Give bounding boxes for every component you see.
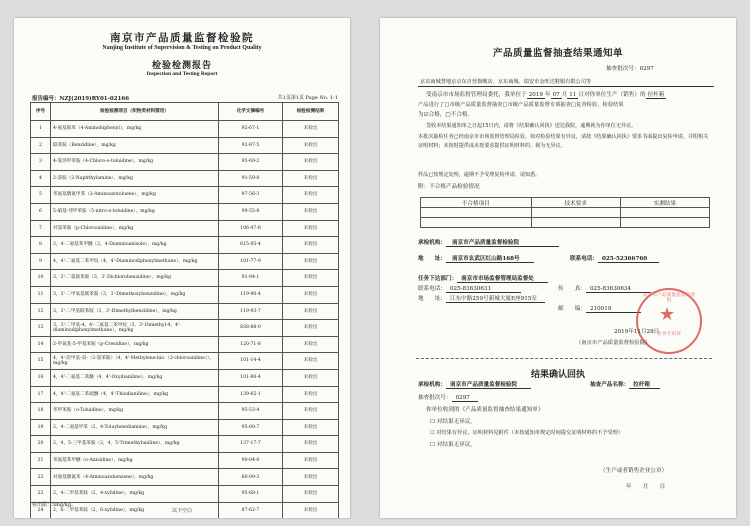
institute-name-en: Nanjing Institute of Supervision & Testing on Product Quality [102, 45, 262, 51]
row-result: 未检出 [283, 469, 339, 486]
row-result: 未检出 [283, 320, 339, 337]
row-item: 4-氨基联苯（4-Aminobiphenyl），mg/kg [51, 121, 219, 138]
row-number: 4 [31, 170, 51, 187]
inspection-phone-value: 025-52366760 [598, 256, 659, 263]
row-cas: 120-71-8 [219, 336, 283, 353]
row-item: 对氯苯胺（p-Chloroaniline），mg/kg [51, 220, 219, 237]
row-item: 2，4，5-三甲基苯胺（2，4，5-Trimethylaniline），mg/kg [51, 436, 219, 453]
table-row [31, 154, 339, 171]
inspection-org-value: 南京市产品质量监督检验院 [446, 240, 559, 247]
row-result: 未检出 [283, 436, 339, 453]
row-result: 未检出 [283, 452, 339, 469]
batch-number-value: 0297 [639, 66, 654, 72]
row-number: 15 [31, 353, 51, 370]
stamp-text: 南京市产品质量监督检验院 [642, 293, 696, 303]
col-header-cas: 化学文摘编号 [219, 103, 283, 121]
table-row [31, 137, 339, 154]
row-cas: 87-62-7 [219, 502, 283, 518]
inspection-org-label: 承检机构： [418, 240, 446, 246]
notice-para-6: 样品已按规定处理，逾期不予受理复检申请，请知悉。 [418, 172, 541, 178]
stamp-star-icon: ★ [659, 304, 676, 325]
row-result: 未检出 [283, 154, 339, 171]
test-results-table [30, 102, 339, 518]
table-row [31, 303, 339, 320]
receipt-product-value: 拉杆箱 [629, 382, 660, 389]
row-item: 4，4'-二氨基二苯甲烷（4，4'-Diaminodiphenylmethane），mg/kg [51, 253, 219, 270]
receipt-option-1[interactable]: ☐ 对结果无异议。 [430, 419, 476, 425]
unq-cell [531, 218, 620, 228]
unqualified-title: 附：不合格产品检验情况 [418, 184, 480, 190]
table-row [31, 436, 339, 453]
row-cas: 97-56-3 [219, 187, 283, 204]
unq-header-req: 技术要求 [531, 198, 620, 208]
row-item: 2，4-二氨基甲苯（2，4-Toluylenediamine），mg/kg [51, 419, 219, 436]
p1-text-2: 日对你单位生产（销售）的 [578, 92, 646, 98]
row-result: 未检出 [283, 121, 339, 138]
stamp-subtext: 业务专用章 [657, 332, 681, 337]
row-cas: 838-88-0 [219, 320, 283, 337]
task-zip-label: 邮 编： [558, 306, 586, 312]
row-number: 20 [31, 436, 51, 453]
row-item: 2，4-二氨基苯甲醚（2，4-Diaminoanisole），mg/kg [51, 237, 219, 254]
row-result: 未检出 [283, 486, 339, 503]
row-result: 未检出 [283, 137, 339, 154]
row-result: 未检出 [283, 203, 339, 220]
row-cas: 95-80-7 [219, 419, 283, 436]
row-item: 2-萘胺（2-Naphthylamine），mg/kg [51, 170, 219, 187]
unq-cell [421, 208, 532, 218]
row-number: 14 [31, 336, 51, 353]
task-zip-value: 210019 [586, 306, 641, 313]
row-number: 6 [31, 203, 51, 220]
task-address-value: 江东中路259号新城大厦E座915室 [446, 296, 545, 303]
inspection-phone [570, 256, 659, 263]
page-indicator: 共1页第1页 Page No. 1-1 [277, 95, 338, 101]
row-cas: 95-69-2 [219, 154, 283, 171]
col-header-item: 检验检测项目（织物类材料禁用） [51, 103, 219, 121]
row-number: 10 [31, 270, 51, 287]
row-item: 对氨基偶氮苯（4-Aminoazobenzene），mg/kg [51, 469, 219, 486]
row-result: 未检出 [283, 386, 339, 403]
inspection-org [418, 240, 559, 247]
table-row [31, 203, 339, 220]
p1-text: 受南京市市场监督管理局委托，我单位于 [426, 92, 527, 98]
unq-cell [620, 218, 709, 228]
row-item: 2-甲氧基-5-甲基苯胺（p-Cresidine），mg/kg [51, 336, 219, 353]
table-row [31, 469, 339, 486]
row-number: 5 [31, 187, 51, 204]
table-row [31, 220, 339, 237]
receipt-date: 年 月 日 [626, 484, 666, 490]
row-result: 未检出 [283, 353, 339, 370]
row-number: 13 [31, 320, 51, 337]
row-number: 21 [31, 452, 51, 469]
row-result: 未检出 [283, 270, 339, 287]
task-phone-label: 联系电话： [418, 286, 446, 292]
row-result: 未检出 [283, 170, 339, 187]
row-result: 未检出 [283, 187, 339, 204]
row-cas: 95-53-4 [219, 403, 283, 420]
table-row [31, 237, 339, 254]
row-number: 22 [31, 469, 51, 486]
table-row [31, 170, 339, 187]
task-zip [558, 306, 641, 313]
row-cas: 615-05-4 [219, 237, 283, 254]
row-item: 5-硝基-邻甲苯胺（5-nitro-o-toluidine），mg/kg [51, 203, 219, 220]
batch-number [606, 66, 654, 73]
task-department-label: 任务下达部门： [418, 276, 458, 282]
row-cas: 139-65-1 [219, 386, 283, 403]
inspection-report-page [14, 18, 350, 518]
table-row [31, 336, 339, 353]
row-result: 未检出 [283, 369, 339, 386]
task-phone-value: 025-83630631 [446, 286, 521, 293]
institute-name-cn: 南京市产品质量监督检验院 [110, 32, 254, 44]
p1-month: 07 [552, 92, 560, 98]
row-number: 7 [31, 220, 51, 237]
receipt-batch [418, 395, 478, 402]
cut-line [416, 358, 712, 359]
row-cas: 60-09-3 [219, 469, 283, 486]
row-number: 9 [31, 253, 51, 270]
inspection-address-value: 南京市玄武区红山路168号 [446, 256, 534, 263]
unq-header-item: 不合格项目 [421, 198, 532, 208]
unqualified-table [420, 197, 710, 228]
table-row [31, 403, 339, 420]
row-item: 邻甲苯胺（o-Toluidine），mg/kg [51, 403, 219, 420]
unq-header-result: 实测结果 [620, 198, 709, 208]
receipt-org-label: 承检机构： [418, 382, 446, 388]
row-number: 3 [31, 154, 51, 171]
p1-month-unit: 月 [561, 92, 568, 98]
batch-number-label: 抽查批次号： [606, 66, 640, 72]
p1-year-unit: 年 [544, 92, 551, 98]
receipt-batch-value: 0297 [452, 395, 478, 402]
company-name: 京东商城慧地京京东自营旗舰店、京东商城、瑞安市金旺达鞋服有限公司等 [418, 79, 714, 87]
notice-sign-org: （南京市产品质量监督检验院） [576, 340, 651, 346]
table-row [31, 486, 339, 503]
row-cas: 106-47-8 [219, 220, 283, 237]
receipt-org [418, 382, 531, 389]
task-fax [558, 286, 651, 293]
table-header-row [31, 103, 339, 121]
row-result: 未检出 [283, 220, 339, 237]
row-number: 23 [31, 486, 51, 503]
row-item: 邻氨基苯甲醚（o-Anisidine），mg/kg [51, 452, 219, 469]
row-result: 未检出 [283, 286, 339, 303]
receipt-sign: （生产或者销售企业公章） [600, 468, 668, 474]
row-cas: 95-68-1 [219, 486, 283, 503]
p1-year: 2019 [528, 92, 543, 98]
row-cas: 101-80-4 [219, 369, 283, 386]
row-number: 17 [31, 386, 51, 403]
inspection-address-label: 地 址： [418, 256, 446, 262]
receipt-product-label: 抽查产品名称： [590, 382, 630, 388]
report-title-en: Inspection and Testing Report [146, 71, 218, 77]
receipt-product [590, 382, 660, 389]
row-number: 12 [31, 303, 51, 320]
table-row [31, 353, 339, 370]
receipt-option-2[interactable]: ☐ 对结果有异议，证明材料见附件（未按通知单规定时间提交证明材料的不予受理） [430, 430, 624, 436]
task-address-label: 地 址： [418, 296, 446, 302]
table-row [31, 386, 339, 403]
row-result: 未检出 [283, 502, 339, 518]
table-row [31, 253, 339, 270]
receipt-question: 你单位收到的《产品质量监督抽查结果通知单》 [426, 407, 544, 413]
table-row [31, 286, 339, 303]
task-fax-value: 025-83630634 [586, 286, 651, 293]
notice-para-3: 为☑合格，□不合格。 [418, 112, 474, 118]
row-item: 3，3'-二氯联苯胺（3，3'-Dichlorobenzidine），mg/kg [51, 270, 219, 287]
row-item: 3，3'-二甲氧基联苯胺（3，3'-Dimethoxybenzidine），mg/kg [51, 286, 219, 303]
row-item: 联苯胺（Benzidine），mg/kg [51, 137, 219, 154]
notice-para-4: 签收本结果通知单之日起15日内，请将《结果确认回执》送达我院，逾期视为你单位无异议。 [426, 123, 637, 129]
table-row [31, 419, 339, 436]
row-cas: 92-87-5 [219, 137, 283, 154]
p1-day: 11 [569, 92, 577, 98]
row-result: 未检出 [283, 419, 339, 436]
row-item: 4，4'-二氨基二苯硫醚（4，4'-Thiodianiline），mg/kg [51, 386, 219, 403]
inspection-phone-label: 联系电话： [570, 256, 598, 262]
table-row [31, 452, 339, 469]
unq-cell [421, 218, 532, 228]
row-number: 8 [31, 237, 51, 254]
notice-para-5: 本批次抽检任务已经南京市市场监督管理局检验，如对检验结果有异议，请按《结果确认回执》要求书面提出复检申请，并附相关证明材料；未按时提供或未按要求提供证明材料的，视为无异议。 [418, 134, 709, 149]
table-row [31, 187, 339, 204]
notice-sign-date: 2019年11月28日 [614, 329, 660, 335]
receipt-title: 结果确认回执 [530, 370, 585, 380]
report-title-cn: 检验检测报告 [151, 61, 212, 71]
row-cas: 92-67-1 [219, 121, 283, 138]
unq-cell [620, 208, 709, 218]
row-result: 未检出 [283, 336, 339, 353]
row-cas: 119-93-7 [219, 303, 283, 320]
row-number: 16 [31, 369, 51, 386]
report-number: 报告编号：NZJ(2019)RY01-02166 [32, 96, 130, 102]
col-header-result: 检验检测结果 [283, 103, 339, 121]
row-number: 2 [31, 137, 51, 154]
blank-below-note: 以下空白 [171, 508, 192, 514]
row-cas: 137-17-7 [219, 436, 283, 453]
notice-para-2: 产品进行了□市级产品质量监督抽查□市级产品质量监督专项抽查□复查检验，检验结果 [418, 102, 624, 108]
row-item: 2，4-二甲基苯胺（2，4-xylidine），mg/kg [51, 486, 219, 503]
row-cas: 101-77-9 [219, 253, 283, 270]
row-cas: 119-90-4 [219, 286, 283, 303]
row-number: 1 [31, 121, 51, 138]
task-department [418, 276, 548, 283]
receipt-org-value: 南京市产品质量监督检验院 [446, 382, 531, 389]
row-item: 4，4'-二氨基二苯醚（4，4'-Oxydianiline），mg/kg [51, 369, 219, 386]
result-notice-page [380, 18, 736, 518]
notice-title: 产品质量监督抽查结果通知单 [492, 48, 623, 59]
unq-cell [531, 208, 620, 218]
col-header-no: 序号 [31, 103, 51, 121]
row-number: 19 [31, 419, 51, 436]
row-item: 3，3'-二甲基联苯胺（3，3'-Dimethylbenzidine），mg/kg [51, 303, 219, 320]
row-number: 18 [31, 403, 51, 420]
task-address [418, 296, 545, 303]
receipt-batch-label: 抽查批次号： [418, 395, 452, 401]
notice-para-1 [426, 92, 666, 99]
row-number: 24 [31, 502, 51, 518]
inspection-address [418, 256, 534, 263]
row-item: 4-氯邻甲苯胺（4-Chloro-o-toluidine），mg/kg [51, 154, 219, 171]
row-cas: 91-59-8 [219, 170, 283, 187]
p1-product: 拉杆箱 [647, 92, 665, 98]
table-row [31, 121, 339, 138]
table-row [31, 320, 339, 337]
row-cas: 91-94-1 [219, 270, 283, 287]
table-row [31, 270, 339, 287]
task-fax-label: 传 真： [558, 286, 586, 292]
row-cas: 101-14-4 [219, 353, 283, 370]
row-item: 邻氨基偶氮甲苯（2-Aminoazotoluene），mg/kg [51, 187, 219, 204]
task-phone [418, 286, 521, 293]
row-item: 3，3'-二甲基-4，4'-二氨基二苯甲烷（3，3'-Dimethyl-4，4'-diaminodiphenylmethane），mg/kg [51, 320, 219, 337]
row-item: 2，6-二甲基苯胺（2，6-xylidine），mg/kg [51, 502, 219, 518]
row-cas: 99-55-8 [219, 203, 283, 220]
row-number: 11 [31, 286, 51, 303]
table-row [31, 369, 339, 386]
row-item: 4，4'-次甲基-双-（2-氯苯胺）（4，4'-Methylene-bis-（2-chloroaniline）），mg/kg [51, 353, 219, 370]
row-result: 未检出 [283, 303, 339, 320]
task-department-value: 南京市市场监督管理局监督处 [457, 276, 548, 283]
receipt-option-3[interactable]: ☐ 对结果无异议。 [430, 442, 476, 448]
row-result: 未检出 [283, 237, 339, 254]
detection-limit-note: 检出限：5mg/kg。 [32, 502, 77, 508]
row-result: 未检出 [283, 253, 339, 270]
row-cas: 90-04-0 [219, 452, 283, 469]
row-result: 未检出 [283, 403, 339, 420]
